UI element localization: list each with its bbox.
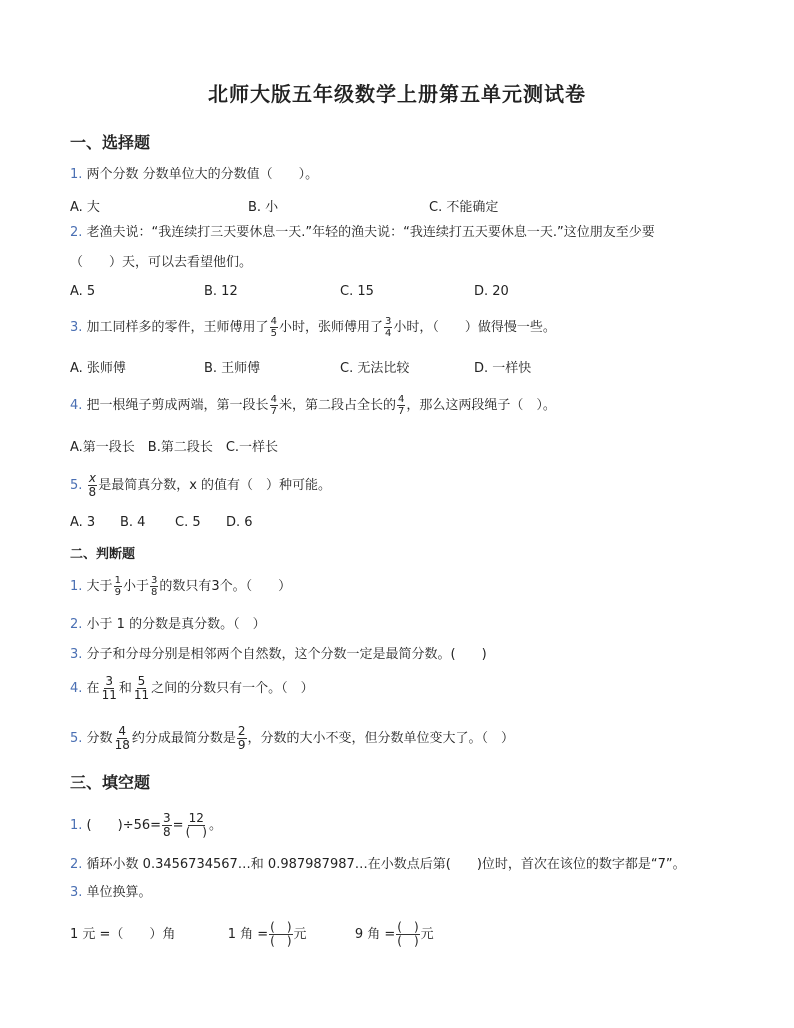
denominator-blank: ( ) xyxy=(270,934,292,948)
question-text-mid: 米，第二段占全长的 xyxy=(278,398,396,413)
question-number: 2. xyxy=(70,617,83,632)
denominator: 11 xyxy=(101,688,117,702)
question-number: 1. xyxy=(70,579,83,594)
numerator: 3 xyxy=(150,575,158,586)
fraction xyxy=(384,316,392,339)
fraction xyxy=(237,725,247,752)
section-heading-judge: 二、判断题 xyxy=(70,547,136,562)
question-text-mid: 和 xyxy=(118,681,132,696)
option-c: C. 5 xyxy=(175,515,201,530)
numerator: 4 xyxy=(397,394,405,405)
fraction xyxy=(162,812,172,839)
option-b: B. 4 xyxy=(120,515,146,530)
question-text: 循环小数 0.3456734567…和 0.987987987…在小数点后第( )位时，首次在该位的数字都是“7”。 xyxy=(86,857,686,872)
denominator: 9 xyxy=(114,587,121,598)
denominator: 9 xyxy=(237,738,246,752)
section-heading-fill: 三、填空题 xyxy=(70,773,151,792)
question-number: 3. xyxy=(70,885,83,900)
question-1-4 xyxy=(70,394,556,418)
numerator-blank: ( ) xyxy=(270,920,292,934)
question-number: 2. xyxy=(70,225,83,240)
question-text-pre: ( )÷56= xyxy=(86,818,162,833)
question-text-pre: 大于 xyxy=(86,579,113,594)
numerator: 3 xyxy=(105,674,114,688)
denominator: 4 xyxy=(384,328,392,339)
option-d: D. 一样快 xyxy=(474,361,532,376)
conversion-b-unit: 元 xyxy=(293,927,307,942)
option-c: C. 15 xyxy=(340,284,374,299)
fraction xyxy=(133,675,150,702)
numerator: 4 xyxy=(270,316,277,327)
question-text: 两个分数 分数单位大的分数值（ ）。 xyxy=(86,167,319,182)
numerator: 12 xyxy=(188,811,204,825)
question-text-mid: 小时，张师傅用了 xyxy=(278,320,383,335)
question-text: 老渔夫说：“我连续打三天要休息一天.”年轻的渔夫说：“我连续打五天要休息一天.”这位朋友至少要 xyxy=(86,225,655,240)
denominator: 18 xyxy=(114,738,130,752)
denominator: 5 xyxy=(270,328,277,339)
option-d: D. 6 xyxy=(226,515,253,530)
question-text-pre: 把一根绳子剪成两端，第一段长 xyxy=(86,398,269,413)
question-number: 5. xyxy=(70,731,83,746)
page-title: 北师大版五年级数学上册第五单元测试卷 xyxy=(208,82,586,106)
denominator: 11 xyxy=(133,688,150,702)
question-number: 3. xyxy=(70,647,83,662)
question-number: 2. xyxy=(70,857,83,872)
fraction xyxy=(114,725,131,752)
conversion-c-unit: 元 xyxy=(420,927,434,942)
question-1-1 xyxy=(70,166,318,184)
fraction xyxy=(101,675,118,702)
denominator: 7 xyxy=(270,406,277,417)
option-b: B. 12 xyxy=(204,284,238,299)
question-number: 3. xyxy=(70,320,83,335)
numerator: 3 xyxy=(163,811,171,825)
question-text-mid: 约分成最简分数是 xyxy=(131,731,236,746)
numerator: 4 xyxy=(118,724,127,738)
question-text: 单位换算。 xyxy=(86,885,152,900)
denominator-blank: ( ) xyxy=(185,825,207,839)
option-c: C. 不能确定 xyxy=(429,200,499,215)
section-heading-choice: 一、选择题 xyxy=(70,133,151,152)
option-a: A. 张师傅 xyxy=(70,361,126,376)
options-line: A.第一段长 B.第二段长 C.一样长 xyxy=(70,440,279,455)
numerator: 3 xyxy=(384,316,392,327)
denominator: 8 xyxy=(88,485,97,499)
option-a: A. 5 xyxy=(70,284,96,299)
question-text: 小于 1 的分数是真分数。（ ） xyxy=(86,617,266,632)
question-1-2-cont: （ ）天，可以去看望他们。 xyxy=(70,255,253,270)
fraction-blank xyxy=(396,921,419,948)
question-number: 4. xyxy=(70,681,83,696)
numerator: 4 xyxy=(270,394,277,405)
equals-sign: = xyxy=(172,818,184,833)
question-1-5 xyxy=(70,470,331,502)
numerator: 5 xyxy=(137,674,146,688)
numerator-blank: ( ) xyxy=(397,920,419,934)
fraction xyxy=(397,394,405,417)
fraction-blank xyxy=(269,921,292,948)
numerator: 1 xyxy=(114,575,121,586)
conversion-a: 1 元 =（ ）角 xyxy=(70,927,176,942)
fraction xyxy=(88,472,98,499)
question-text-post: ，那么这两段绳子（ ）。 xyxy=(406,398,556,413)
question-3-3 xyxy=(70,884,152,902)
question-text-post: 。 xyxy=(208,818,222,833)
question-3-1 xyxy=(70,810,222,842)
question-3-2 xyxy=(70,856,686,874)
question-number: 5. xyxy=(70,478,83,493)
fraction xyxy=(185,812,208,839)
question-2-5 xyxy=(70,722,514,756)
option-b: B. 小 xyxy=(248,200,279,215)
question-text: 是最简真分数，x 的值有（ ）种可能。 xyxy=(98,478,332,493)
question-text-post: 之间的分数只有一个。（ ） xyxy=(151,681,314,696)
option-a: A. 3 xyxy=(70,515,96,530)
denominator-blank: ( ) xyxy=(397,934,419,948)
numerator: 2 xyxy=(237,724,246,738)
fraction xyxy=(270,394,278,417)
conversion-c-pre: 9 角 = xyxy=(354,927,396,942)
question-2-2 xyxy=(70,616,266,634)
question-number: 1. xyxy=(70,818,83,833)
option-a: A. 大 xyxy=(70,200,100,215)
option-c: C. 无法比较 xyxy=(340,361,410,376)
question-text-post: ，分数的大小不变，但分数单位变大了。（ ） xyxy=(247,731,515,746)
question-number: 4. xyxy=(70,398,83,413)
question-1-3 xyxy=(70,316,556,340)
conversion-b-pre: 1 角 = xyxy=(227,927,269,942)
denominator: 7 xyxy=(397,406,405,417)
question-number: 1. xyxy=(70,167,83,182)
option-d: D. 20 xyxy=(474,284,509,299)
fraction xyxy=(270,316,278,339)
question-text-pre: 加工同样多的零件，王师傅用了 xyxy=(86,320,269,335)
unit-conversion-row xyxy=(70,918,434,952)
question-2-3 xyxy=(70,646,487,664)
question-text: 分子和分母分别是相邻两个自然数，这个分数一定是最简分数。( ) xyxy=(86,647,487,662)
fraction xyxy=(150,575,158,598)
question-text-post: 小时，（ ）做得慢一些。 xyxy=(393,320,556,335)
numerator: x xyxy=(88,471,96,485)
question-text-pre: 分数 xyxy=(86,731,113,746)
question-1-2 xyxy=(70,224,655,242)
question-2-4 xyxy=(70,674,314,704)
option-b: B. 王师傅 xyxy=(204,361,261,376)
denominator: 8 xyxy=(163,825,171,839)
fraction xyxy=(114,575,122,598)
question-text-mid: 小于 xyxy=(122,579,149,594)
question-2-1 xyxy=(70,574,291,600)
question-text-post: 的数只有3个。（ ） xyxy=(159,579,292,594)
denominator: 8 xyxy=(150,587,158,598)
question-text-pre: 在 xyxy=(86,681,100,696)
